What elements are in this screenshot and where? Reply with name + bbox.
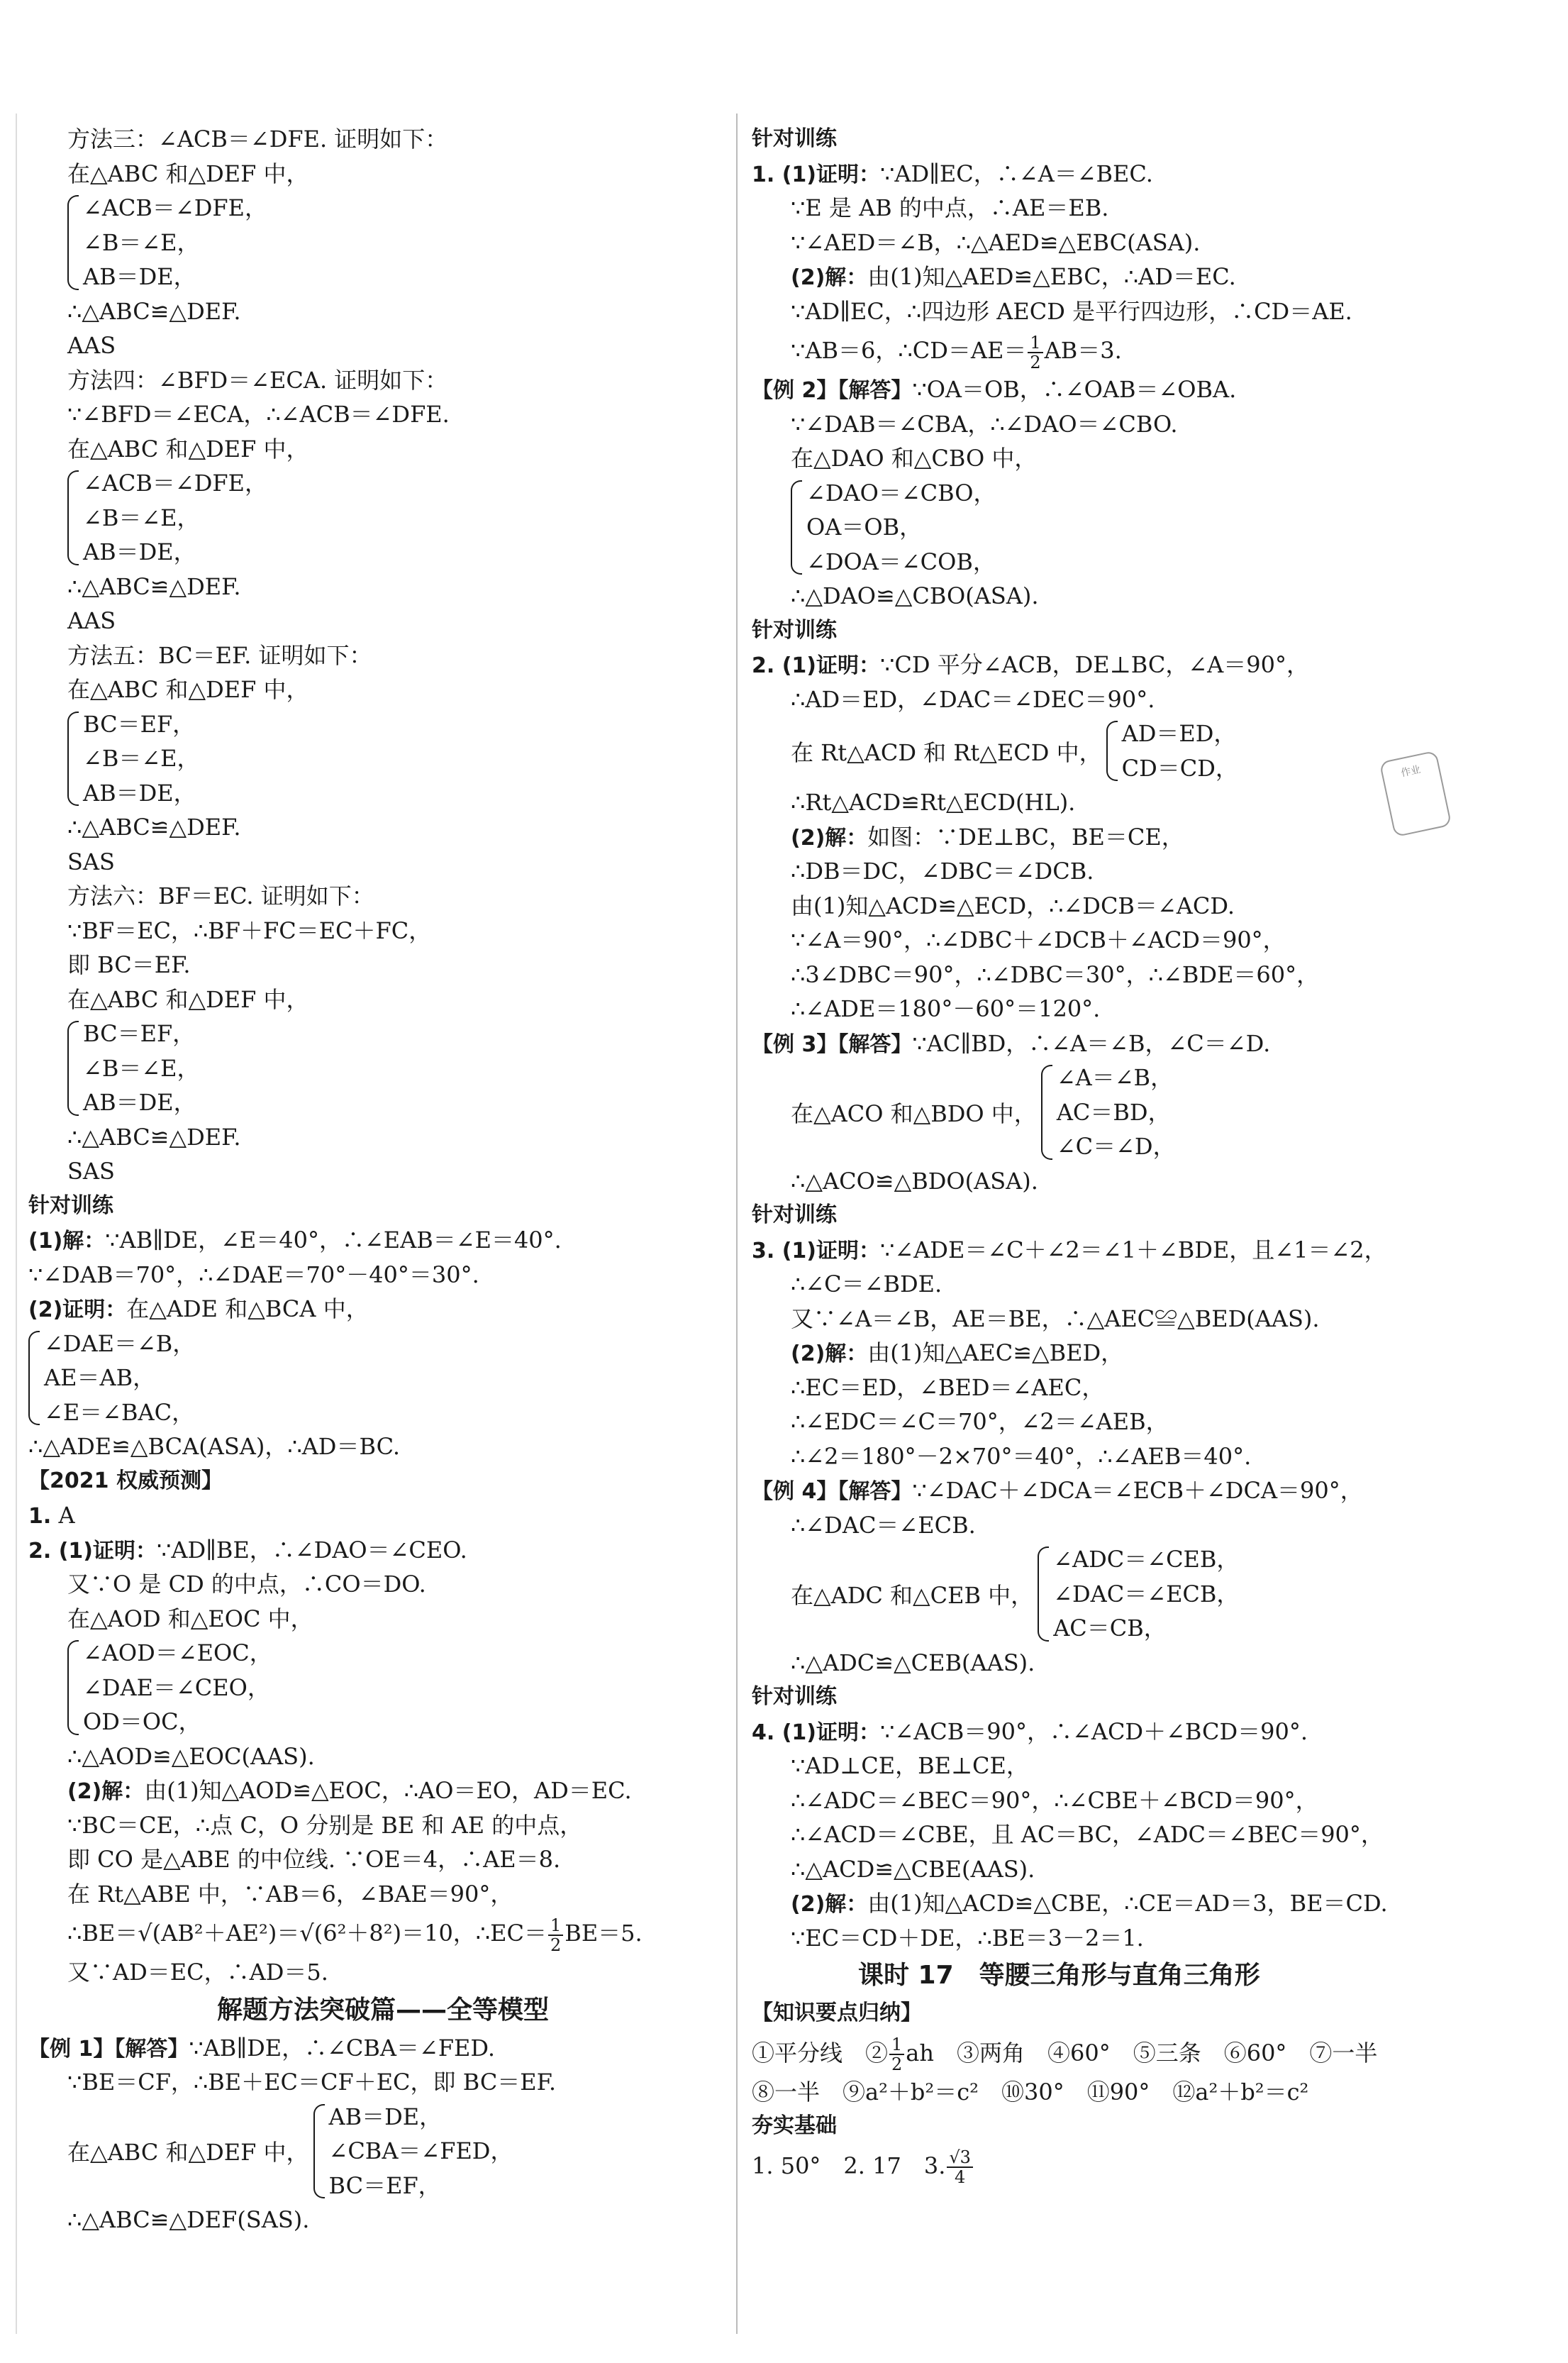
- step-text: 由(1)知△ACD≌△CBE，∴CE＝AD＝3，BE＝CD.: [867, 1890, 1388, 1917]
- r-training-3-line5: ∴EC＝ED，∠BED＝∠AEC，: [791, 1373, 1105, 1401]
- part-label: 2. (1)证明：: [28, 1538, 157, 1564]
- brace-icon: [791, 480, 802, 575]
- r-training-3-line6: ∴∠EDC＝∠C＝70°，∠2＝∠AEB，: [791, 1408, 1169, 1435]
- prediction-2-line2: 又∵O 是 CD 的中点，∴CO＝DO.: [67, 1571, 426, 1598]
- method-3-intro: 在△ABC 和△DEF 中，: [67, 160, 309, 187]
- r-training-1-line6: [752, 328, 1525, 372]
- part-label: (2)证明：: [28, 1297, 127, 1322]
- condition: OA＝OB，: [806, 514, 923, 541]
- condition: OD＝OC，: [83, 1708, 201, 1735]
- step-text: 在△ADE 和△BCA 中，: [126, 1295, 369, 1322]
- homework-stamp: 作业: [1379, 751, 1452, 838]
- r-training-4-line7: ∵EC＝CD＋DE，∴BE＝3－2＝1.: [791, 1924, 1144, 1952]
- condition: ∠ACB＝∠DFE，: [83, 470, 267, 497]
- r-training-4-line2: ∵AD⊥CE，BE⊥CE，: [791, 1752, 1029, 1779]
- example-4-conclusion: ∴△ADC≌△CEB(AAS).: [791, 1649, 1035, 1676]
- condition: ∠DAE＝∠CEO，: [83, 1673, 270, 1701]
- condition: CD＝CD，: [1121, 754, 1238, 782]
- condition: ∠ACB＝∠DFE，: [83, 194, 267, 221]
- example-label: 【例 4】【解答】: [752, 1479, 913, 1504]
- example-1-conclusion: ∴△ABC≌△DEF(SAS).: [67, 2206, 310, 2233]
- r-training-2-line10: ∴∠ADE＝180°－60°＝120°.: [791, 995, 1101, 1022]
- prediction-2-line8: ∵BC＝CE，∴点 C，O 分别是 BE 和 AE 的中点，: [67, 1811, 583, 1839]
- training-1: [28, 1223, 738, 1258]
- condition: ∠DAC＝∠ECB，: [1053, 1580, 1240, 1607]
- brace-icon: [1038, 1546, 1049, 1642]
- training-heading: 针对训练: [752, 126, 837, 151]
- method-6-intro: 在△ABC 和△DEF 中，: [67, 985, 309, 1013]
- example-4: [752, 1473, 1525, 1508]
- part-label: (2)解：: [67, 1779, 145, 1804]
- basics-items: 1. 50° 2. 17 3.: [752, 2152, 946, 2179]
- part-label: 2. (1)证明：: [752, 653, 881, 678]
- example-2-conclusion: ∴△DAO≌△CBO(ASA).: [791, 582, 1039, 609]
- r-training-1-line2: ∵E 是 AB 的中点，∴AE＝EB.: [791, 194, 1109, 221]
- knowledge-heading: 【知识要点归纳】: [752, 2000, 922, 2025]
- condition: BC＝EF，: [328, 2171, 441, 2199]
- step-text: ∵∠ACB＝90°，∴∠ACD＋∠BCD＝90°.: [880, 1717, 1308, 1745]
- step-text: ∵AB∥DE，∴∠CBA＝∠FED.: [189, 2034, 496, 2062]
- prediction-2-conditions: [28, 1636, 738, 1739]
- condition: AC＝CB，: [1053, 1615, 1167, 1642]
- r-training-2-line9: ∴3∠DBC＝90°，∴∠DBC＝30°，∴∠BDE＝60°，: [791, 961, 1320, 988]
- method-4-conclusion: ∴△ABC≌△DEF.: [67, 572, 241, 600]
- condition: ∠B＝∠E，: [83, 1054, 200, 1082]
- basics-answers: [752, 2144, 1525, 2188]
- method-6-conclusion: ∴△ABC≌△DEF.: [67, 1123, 241, 1151]
- brace-icon: [67, 712, 79, 807]
- prediction-2-line3: 在△AOD 和△EOC 中，: [67, 1605, 313, 1632]
- example-1-conditions: [28, 2100, 738, 2203]
- part-label: 4. (1)证明：: [752, 1720, 881, 1745]
- part-label: 3. (1)证明：: [752, 1238, 881, 1263]
- example-2-line2: ∵∠DAB＝∠CBA，∴∠DAO＝∠CBO.: [791, 410, 1178, 438]
- example-3-conclusion: ∴△ACO≌△BDO(ASA).: [791, 1167, 1038, 1195]
- r-training-4-line3: ∴∠ADC＝∠BEC＝90°，∴∠CBE＋∠BCD＝90°，: [791, 1786, 1318, 1814]
- condition: ∠B＝∠E，: [83, 745, 200, 772]
- step-text: 由(1)知△AEC≌△BED，: [867, 1339, 1124, 1366]
- step-text: ∵AD∥BE，∴∠DAO＝∠CEO.: [157, 1536, 467, 1564]
- condition: BC＝EF，: [83, 710, 196, 738]
- fraction: $\frac{1}{2}$: [1028, 333, 1042, 372]
- method-3-conclusion: ∴△ABC≌△DEF.: [67, 297, 241, 325]
- brace-icon: [67, 470, 79, 565]
- method-4-tag: AAS: [67, 607, 116, 634]
- method-4-because: ∵∠BFD＝∠ECA，∴∠ACB＝∠DFE.: [67, 401, 450, 428]
- step-text: BE＝5.: [565, 1920, 643, 1947]
- example-4-conditions: [752, 1542, 1525, 1646]
- brace-icon: [1041, 1065, 1052, 1160]
- left-margin-rule: [16, 114, 17, 2334]
- step-text: ∴BE＝√(AB²＋AE²)＝√(6²＋8²)＝10，∴EC＝: [67, 1920, 547, 1947]
- step-text: ∵OA＝OB，∴∠OAB＝∠OBA.: [912, 376, 1237, 403]
- example-2-conditions: [752, 476, 1525, 580]
- knowledge-items: ah ③两角 ④60° ⑤三条 ⑥60° ⑦一半: [906, 2039, 1378, 2066]
- part-label: (2)解：: [791, 265, 868, 290]
- brace-icon: [313, 2104, 325, 2199]
- step-text: AB＝3.: [1044, 337, 1122, 364]
- brace-icon: [1106, 721, 1118, 781]
- condition: ∠DAE＝∠B，: [44, 1329, 196, 1357]
- condition: ∠ADC＝∠CEB，: [1053, 1546, 1240, 1573]
- condition-intro: 在 Rt△ACD 和 Rt△ECD 中，: [791, 738, 1102, 766]
- prediction-2-part2: [28, 1773, 738, 1808]
- r-training-1-part2: [752, 260, 1525, 294]
- r-training-3: [752, 1233, 1525, 1268]
- step-text: ∵AB＝6，∴CD＝AE＝: [791, 337, 1027, 364]
- condition: BC＝EF，: [83, 1020, 196, 1047]
- fraction: $\frac{1}{2}$: [889, 2035, 904, 2074]
- step-text: ∵∠ADE＝∠C＋∠2＝∠1＋∠BDE，且∠1＝∠2，: [880, 1236, 1387, 1263]
- method-5-title: 方法五：BC＝EF. 证明如下：: [67, 641, 372, 669]
- brace-icon: [67, 195, 79, 290]
- method-5-conditions: [28, 707, 738, 811]
- r-training-3-part2: [752, 1336, 1525, 1371]
- r-training-4-line5: ∴△ACD≌△CBE(AAS).: [791, 1855, 1035, 1883]
- r-training-1-line3: ∵∠AED＝∠B，∴△AED≌△EBC(ASA).: [791, 228, 1201, 256]
- prediction-2-line12: 又∵AD＝EC，∴AD＝5.: [67, 1959, 328, 1986]
- condition: AE＝AB，: [44, 1364, 156, 1391]
- prediction-2: [28, 1533, 738, 1568]
- part-label: 1. (1)证明：: [752, 162, 881, 187]
- example-label: 【例 3】【解答】: [752, 1031, 913, 1057]
- condition-intro: 在△ADC 和△CEB 中，: [791, 1581, 1034, 1609]
- fraction: $\frac{√3}{4}$: [947, 2148, 973, 2186]
- method-4-title: 方法四：∠BFD＝∠ECA. 证明如下：: [67, 366, 448, 394]
- method-5-conclusion: ∴△ABC≌△DEF.: [67, 814, 241, 841]
- condition-intro: 在△ABC 和△DEF 中，: [67, 2139, 309, 2166]
- condition: ∠A＝∠B，: [1056, 1064, 1174, 1091]
- condition: ∠B＝∠E，: [83, 504, 200, 531]
- training-heading: 针对训练: [28, 1192, 113, 1218]
- condition: AB＝DE，: [83, 1089, 196, 1116]
- left-column: [28, 122, 738, 2237]
- part-label: (1)解：: [28, 1229, 106, 1254]
- step-text: ∵∠DAC＋∠DCA＝∠ECB＋∠DCA＝90°，: [912, 1477, 1363, 1504]
- r-training-1: [752, 157, 1525, 192]
- method-5-tag: SAS: [67, 848, 115, 875]
- example-1: [28, 2031, 738, 2066]
- prediction-2-line9: 即 CO 是△ABE 的中位线. ∵OE＝4，∴AE＝8.: [67, 1846, 561, 1873]
- knowledge-items: ①平分线 ②: [752, 2039, 889, 2066]
- condition: AB＝DE，: [328, 2103, 443, 2130]
- answer: A: [51, 1502, 75, 1529]
- example-4-line2: ∴∠DAC＝∠ECB.: [791, 1511, 976, 1539]
- method-6-tag: SAS: [67, 1158, 115, 1185]
- training-2-conclusion: ∴△ADE≌△BCA(ASA)，∴AD＝BC.: [28, 1433, 401, 1460]
- lesson-title: 课时 17 等腰三角形与直角三角形: [858, 1961, 1260, 1990]
- training-2: [28, 1292, 738, 1327]
- basics-heading: 夯实基础: [752, 2113, 837, 2138]
- prediction-2-conclusion: ∴△AOD≌△EOC(AAS).: [67, 1742, 315, 1770]
- step-text: ∵AB∥DE，∠E＝40°，∴∠EAB＝∠E＝40°.: [105, 1227, 562, 1254]
- step-text: 由(1)知△AOD≌△EOC，∴AO＝EO，AD＝EC.: [144, 1777, 632, 1804]
- r-training-3-line7: ∴∠2＝180°－2×70°＝40°，∴∠AEB＝40°.: [791, 1442, 1252, 1470]
- prediction-2-line11: [28, 1911, 738, 1955]
- r-training-1-line5: ∵AD∥EC，∴四边形 AECD 是平行四边形，∴CD＝AE.: [791, 297, 1352, 325]
- example-3-conditions: [752, 1061, 1525, 1164]
- knowledge-line-2: ⑧一半 ⑨a²＋b²＝c² ⑩30° ⑪90° ⑫a²＋b²＝c²: [752, 2078, 1309, 2105]
- r-training-3-line3: 又∵∠A＝∠B，AE＝BE，∴△AEC≌△BED(AAS).: [791, 1305, 1320, 1332]
- r-training-2-conclusion: ∴Rt△ACD≌Rt△ECD(HL).: [791, 789, 1076, 816]
- part-label: (2)解：: [791, 1341, 868, 1366]
- r-training-2: [752, 648, 1525, 682]
- prediction-2-line10: 在 Rt△ABE 中，∵AB＝6，∠BAE＝90°，: [67, 1880, 513, 1908]
- r-training-4: [752, 1715, 1525, 1749]
- training-heading: 针对训练: [752, 1202, 837, 1227]
- brace-icon: [67, 1640, 79, 1735]
- condition: AB＝DE，: [83, 263, 196, 290]
- condition: AD＝ED，: [1121, 720, 1237, 747]
- condition: ∠C＝∠D，: [1056, 1133, 1176, 1160]
- r-training-3-line2: ∴∠C＝∠BDE.: [791, 1271, 943, 1297]
- training-1-line2: ∵∠DAB＝70°，∴∠DAE＝70°－40°＝30°.: [28, 1261, 479, 1288]
- example-2: [752, 372, 1525, 407]
- method-3-title: 方法三：∠ACB＝∠DFE. 证明如下：: [67, 126, 448, 153]
- knowledge-line-1: [752, 2031, 1525, 2075]
- r-training-2-line2: ∴AD＝ED，∠DAC＝∠DEC＝90°.: [791, 685, 1155, 713]
- condition: ∠DOA＝∠COB，: [806, 548, 996, 575]
- method-5-intro: 在△ABC 和△DEF 中，: [67, 676, 309, 703]
- example-label: 【例 2】【解答】: [752, 378, 913, 403]
- example-1-line2: ∵BE＝CF，∴BE＋EC＝CF＋EC，即 BC＝EF.: [67, 2069, 557, 2096]
- step-text: 由(1)知△AED≌△EBC，∴AD＝EC.: [867, 263, 1236, 290]
- method-4-intro: 在△ABC 和△DEF 中，: [67, 435, 309, 463]
- example-2-intro: 在△DAO 和△CBO 中，: [791, 445, 1038, 472]
- step-text: ∵CD 平分∠ACB，DE⊥BC，∠A＝90°，: [880, 651, 1309, 678]
- item-number: 1.: [28, 1504, 52, 1529]
- method-section-title: 解题方法突破篇——全等模型: [216, 1995, 549, 2025]
- condition: AB＝DE，: [83, 538, 196, 565]
- brace-icon: [67, 1021, 79, 1116]
- prediction-1: [28, 1498, 738, 1533]
- condition: ∠DAO＝∠CBO，: [806, 479, 996, 507]
- example-3: [752, 1026, 1525, 1061]
- training-heading: 针对训练: [752, 1684, 837, 1709]
- method-6-title: 方法六：BF＝EC. 证明如下：: [67, 882, 374, 909]
- step-text: 如图：∵DE⊥BC，BE＝CE，: [867, 823, 1184, 851]
- right-column: [752, 122, 1525, 2188]
- condition: AB＝DE，: [83, 779, 196, 807]
- r-training-4-line4: ∴∠ACD＝∠CBE，且 AC＝BC，∠ADC＝∠BEC＝90°，: [791, 1821, 1384, 1848]
- condition: ∠B＝∠E，: [83, 228, 200, 256]
- fraction: $\frac{1}{2}$: [548, 1916, 563, 1954]
- prediction-heading: 【2021 权威预测】: [28, 1468, 223, 1493]
- part-label: (2)解：: [791, 825, 868, 851]
- training-heading: 针对训练: [752, 617, 837, 643]
- example-label: 【例 1】【解答】: [28, 2036, 189, 2062]
- r-training-2-line6: ∴DB＝DC，∠DBC＝∠DCB.: [791, 858, 1094, 885]
- method-6-because: ∵BF＝EC，∴BF＋FC＝EC＋FC，: [67, 917, 432, 944]
- method-3-conditions: [28, 191, 738, 294]
- method-6-ie: 即 BC＝EF.: [67, 951, 191, 978]
- condition: ∠E＝∠BAC，: [44, 1398, 195, 1426]
- step-text: ∵AD∥EC，∴∠A＝∠BEC.: [880, 160, 1153, 187]
- r-training-2-line7: 由(1)知△ACD≌△ECD，∴∠DCB＝∠ACD.: [791, 892, 1235, 919]
- r-training-4-part2: [752, 1886, 1525, 1921]
- method-6-conditions: [28, 1017, 738, 1120]
- brace-icon: [28, 1331, 40, 1426]
- r-training-2-line8: ∵∠A＝90°，∴∠DBC＋∠DCB＋∠ACD＝90°，: [791, 926, 1286, 953]
- condition-intro: 在△ACO 和△BDO 中，: [791, 1100, 1037, 1127]
- condition: ∠CBA＝∠FED，: [328, 2137, 513, 2164]
- training-2-conditions: [28, 1327, 738, 1430]
- method-3-tag: AAS: [67, 332, 116, 359]
- method-4-conditions: [28, 466, 738, 570]
- condition: AC＝BD，: [1056, 1098, 1171, 1126]
- step-text: ∵AC∥BD，∴∠A＝∠B，∠C＝∠D.: [912, 1029, 1271, 1057]
- part-label: (2)解：: [791, 1892, 868, 1917]
- condition: ∠AOD＝∠EOC，: [83, 1639, 272, 1666]
